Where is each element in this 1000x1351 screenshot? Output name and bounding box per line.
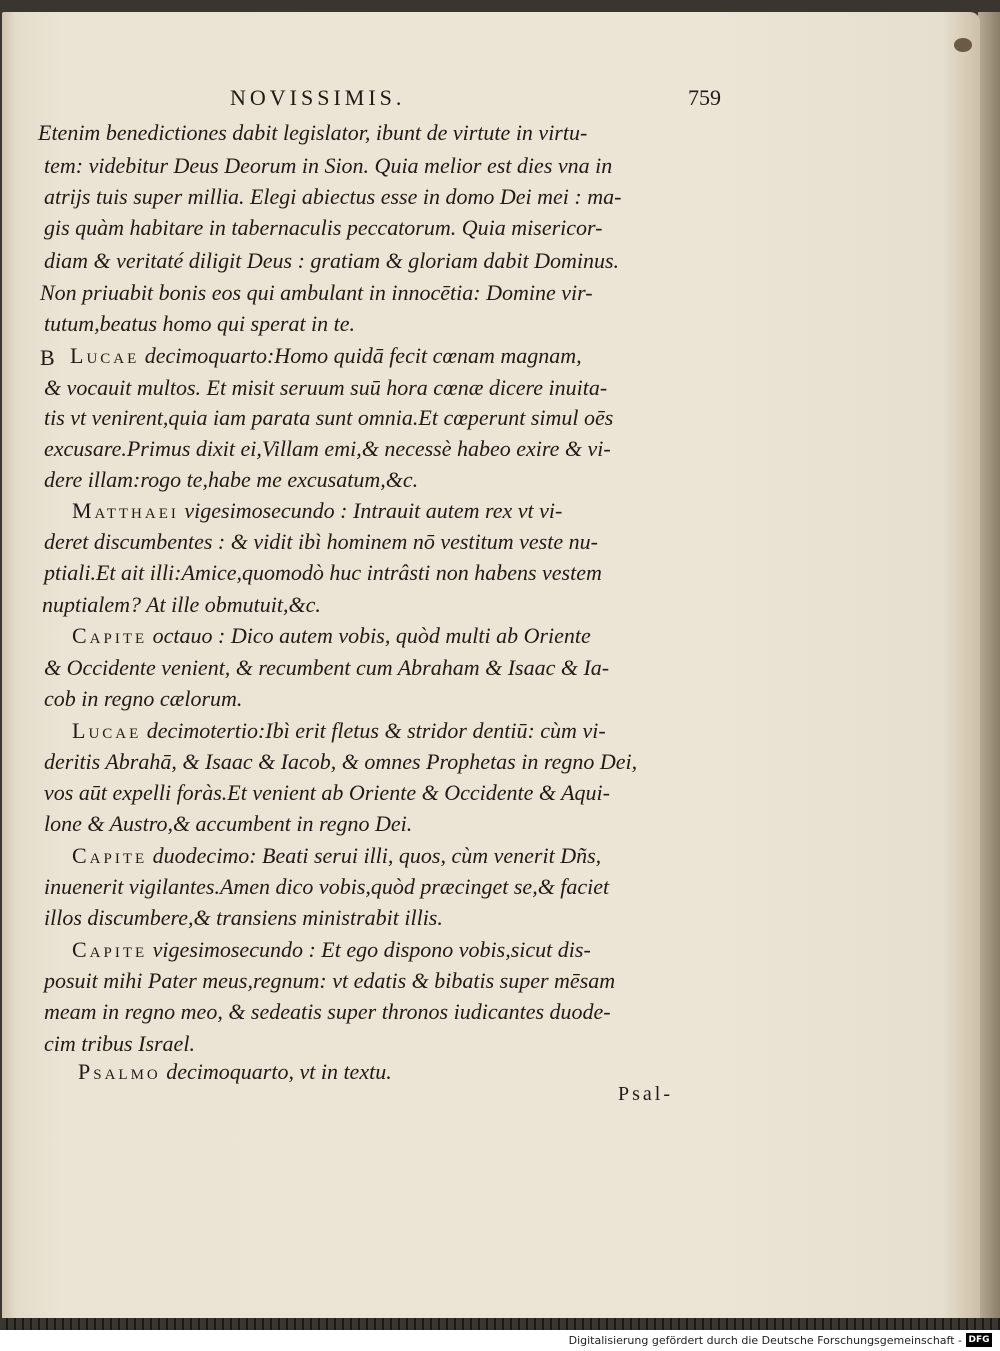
line-text: Non priuabit bonis eos qui ambulant in innocētia: Domine vir- xyxy=(40,280,593,305)
line-text: deret discumbentes : & vidit ibì hominem nō vestitum veste nu- xyxy=(44,529,598,554)
text-line xyxy=(72,623,591,649)
line-text: decimoquarto:Homo quidā fecit cœnam magnam, xyxy=(139,343,582,368)
text-line xyxy=(44,467,418,493)
text-line xyxy=(44,811,412,837)
line-text: decimotertio:Ibì erit fletus & stridor dentiū: cùm vi- xyxy=(141,718,606,743)
small-caps-heading: Matthaei xyxy=(72,498,179,523)
text-line xyxy=(44,184,621,210)
text-line xyxy=(72,937,591,963)
text-line xyxy=(44,529,598,555)
line-text: dere illam:rogo te,habe me excusatum,&c. xyxy=(44,467,419,492)
text-line xyxy=(44,905,443,931)
text-line xyxy=(44,780,610,806)
line-text: tutum,beatus homo qui sperat in te. xyxy=(44,311,356,336)
text-line xyxy=(44,248,619,274)
text-line xyxy=(44,153,612,179)
text-line xyxy=(44,405,613,431)
small-caps-heading: Lucae xyxy=(72,718,142,743)
line-text: tis vt venirent,quia iam parata sunt omnia.Et cœperunt simul oēs xyxy=(44,405,614,430)
text-line xyxy=(44,655,609,681)
text-line xyxy=(44,968,615,994)
text-line xyxy=(44,874,609,900)
line-text: & vocauit multos. Et misit seruum suū hora cœnæ dicere inuita- xyxy=(44,375,608,400)
text-line xyxy=(44,1031,195,1057)
text-line xyxy=(44,375,607,401)
small-caps-heading: Capite xyxy=(72,843,148,868)
small-caps-heading: Lucae xyxy=(70,343,140,368)
text-line xyxy=(70,343,582,369)
line-text: & Occidente venient, & recumbent cum Abraham & Isaac & Ia- xyxy=(44,655,610,680)
text-line xyxy=(40,280,593,306)
page-fore-edge xyxy=(978,12,1000,1324)
text-line xyxy=(72,843,601,869)
catchword: Psal- xyxy=(618,1083,673,1105)
line-text: meam in regno meo, & sedeatis super thronos iudicantes duode- xyxy=(44,999,611,1024)
text-line xyxy=(44,215,602,241)
line-text: Etenim benedictiones dabit legislator, ibunt de virtute in virtu- xyxy=(38,120,588,145)
line-text: illos discumbere,& transiens ministrabit illis. xyxy=(44,905,443,930)
text-line xyxy=(44,686,242,712)
page-stain xyxy=(954,38,972,52)
line-text: inuenerit vigilantes.Amen dico vobis,quòd præcinget se,& faciet xyxy=(44,874,610,899)
dfg-logo: DFG xyxy=(966,1333,992,1347)
text-line xyxy=(44,999,611,1025)
line-text: excusare.Primus dixit ei,Villam emi,& necessè habeo exire & vi- xyxy=(44,436,611,461)
text-line xyxy=(44,560,602,586)
line-text: tem: videbitur Deus Deorum in Sion. Quia melior est dies vna in xyxy=(44,153,613,178)
text-line xyxy=(72,718,606,744)
small-caps-heading: Capite xyxy=(72,937,148,962)
line-text: cim tribus Israel. xyxy=(44,1031,195,1056)
text-line xyxy=(72,498,562,524)
scan-ruler xyxy=(0,1318,1000,1330)
line-text: decimoquarto, vt in textu. xyxy=(160,1059,392,1084)
running-head: NOVISSIMIS. xyxy=(230,85,406,110)
line-text: ptiali.Et ait illi:Amice,quomodò huc intrâsti non habens vestem xyxy=(44,560,602,585)
line-text: octauo : Dico autem vobis, quòd multi ab Oriente xyxy=(147,623,591,648)
text-line xyxy=(78,1059,392,1085)
page-number: 759 xyxy=(688,85,721,110)
footer-text: Digitalisierung gefördert durch die Deutsche Forschungsgemeinschaft - xyxy=(568,1334,962,1347)
line-text: vos aūt expelli foràs.Et venient ab Oriente & Occidente & Aqui- xyxy=(44,780,610,805)
small-caps-heading: Psalmo xyxy=(78,1059,161,1084)
margin-letter: B xyxy=(40,345,55,370)
line-text: deritis Abrahā, & Isaac & Iacob, & omnes Prophetas in regno Dei, xyxy=(44,749,638,774)
line-text: nuptialem? At ille obmutuit,&c. xyxy=(42,592,321,617)
line-text: duodecimo: Beati serui illi, quos, cùm venerit Dñs, xyxy=(147,843,602,868)
line-text: atrijs tuis super millia. Elegi abiectus esse in domo Dei mei : ma- xyxy=(44,184,622,209)
small-caps-heading: Capite xyxy=(72,623,148,648)
line-text: posuit mihi Pater meus,regnum: vt edatis & bibatis super mēsam xyxy=(44,968,616,993)
line-text: vigesimosecundo : Et ego dispono vobis,sicut dis- xyxy=(147,937,591,962)
text-line xyxy=(44,436,611,462)
text-line xyxy=(44,749,637,775)
line-text: gis quàm habitare in tabernaculis peccatorum. Quia misericor- xyxy=(44,215,603,240)
line-text: vigesimosecundo : Intrauit autem rex vt vi- xyxy=(178,498,563,523)
text-line xyxy=(44,311,355,337)
line-text: cob in regno cælorum. xyxy=(44,686,243,711)
text-line xyxy=(42,592,321,618)
line-text: lone & Austro,& accumbent in regno Dei. xyxy=(44,811,413,836)
line-text: diam & veritaté diligit Deus : gratiam & gloriam dabit Dominus. xyxy=(44,248,620,273)
text-line xyxy=(38,120,587,146)
